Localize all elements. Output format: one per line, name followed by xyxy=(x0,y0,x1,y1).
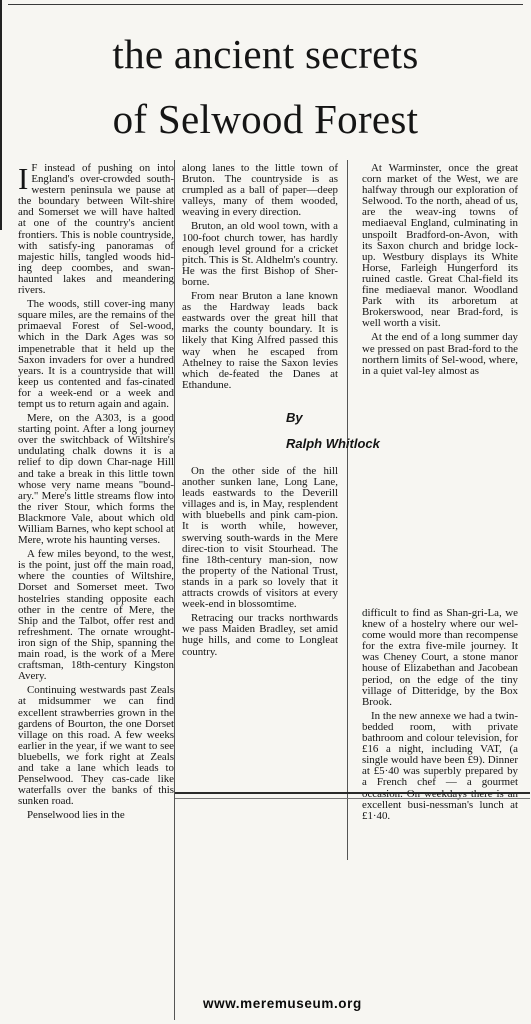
article-column-2-bottom xyxy=(182,465,338,658)
article-column-3-top xyxy=(362,163,518,478)
paragraph: The woods, still cover-ing many square miles, are the remains of the primaeval Forest of Sel-wood, which in the Dark Ages was so impenetrable that it held up the Saxon invaders for over a hundred years. It is a countryside that will keep us contented and fas-cinated for a week-end or a week and tempt us to return again and again. xyxy=(18,298,174,410)
drop-cap: I xyxy=(18,161,29,196)
paragraph: along lanes to the little town of Bruton. The countryside is as crumpled as a ball of paper—deep valleys, many of them wooded, weaving in every direction. xyxy=(182,162,338,219)
box-border-top xyxy=(175,792,530,794)
column-divider-2 xyxy=(347,160,348,860)
top-rule xyxy=(8,4,523,5)
paragraph: On the other side of the hill another sunken lane, Long Lane, leads eastwards to the Deverill villages and is, in May, resplendent with bluebells and pink cam-pion. It is worth while, however, swerving south-wards in the Mere direc-tion to visit Stourhead. The fine 18th-century man-sion, now the property of the National Trust, stands in a park so lovely that it attracts crowds of visitors at every week-end in blossomtime. xyxy=(182,465,338,611)
paragraph: Bruton, an old wool town, with a 100-foot church tower, has hardly enough level ground for a cricket pitch. This is St. Aldhelm's country. He was the first Bishop of Sher-borne. xyxy=(182,220,338,288)
headline-line-2: of Selwood Forest xyxy=(112,96,419,142)
paragraph: From near Bruton a lane known as the Hardway leads back eastwards over the great hill that marks the county boundary. It is likely that King Alfred passed this way when he escaped from Athelney to raise the Saxon levies which de-feated the Danes at Ethandune. xyxy=(182,290,338,391)
byline-by: By xyxy=(286,410,303,425)
website-watermark: www.meremuseum.org xyxy=(200,996,365,1011)
article-column-1 xyxy=(18,163,174,1023)
paragraph: In the new annexe we had a twin-bedded room, with private bathroom and colour television, for £16 a night, including VAT, (a single would have been £9). Dinner at £5·40 was superbly prepared by a French chef — a gourmet excellent busi-nessman's lunch at £1·40. xyxy=(362,709,518,822)
paragraph: A few miles beyond, to the west, is the point, just off the main road, where the counties of Wiltshire, Dorset and Somerset meet. Two hostelries standing opposite each other in the centre of Mere, the Ship and the Talbot, offer rest and refreshment. The ornate wrought-iron sign of the Ship, spanning the main road, is the work of a Mere craftsman, 18th-century Kingston Avery. xyxy=(18,548,174,683)
paragraph: Penselwood lies in the xyxy=(27,809,125,822)
box-border-inner xyxy=(175,798,530,799)
paragraph: Continuing westwards past Zeals at midsummer we can find excellent strawberries grown in the gardens of Bourton, the one Dorset village on this road. A few weeks earlier in the year, if we want to see bluebells, we fork right at Zeals and take a lane which leads to Penselwood. They cas-cade like waterfalls over the banks of this sunken road. xyxy=(18,684,174,808)
headline-line-1: the ancient secrets xyxy=(112,31,419,77)
byline-author: Ralph Whitlock xyxy=(286,436,380,451)
column-divider-1 xyxy=(174,160,175,1020)
paragraph: At Warminster, once the great corn market of the West, we are halfway through our exploration of Selwood. To the north, ahead of us, are the weav-ing towns of mediaeval England, culminating in unspoilt Bradford-on-Avon, with its Saxon church and bridge lock-up. Westbury displays its White Horse, Farleigh Hungerford its ruined castle. Great Chal-field its fine mediaeval manor. Woodland Park with its arboretum at Brokerswood, near Brad-ford, is well worth a visit. xyxy=(362,162,518,330)
paragraph: difficult to find as Shan-gri-La, we knew of a hostelry where our wel-come would more than recompense for the extra five-mile journey. It was Cheney Court, a stone manor house of Elizabethan and Jacobean period, on the edge of the tiny village of Ditteridge, by the Box Brook. xyxy=(362,607,518,708)
paragraph xyxy=(18,163,174,296)
article-column-3-bottom xyxy=(362,608,518,843)
paragraph: At the end of a long summer day we pressed on past Brad-ford to the northern limits of Sel-wood, where, in a quiet val-ley almost as xyxy=(362,331,518,377)
paragraph-text: F instead of pushing on into England's over-crowded south-western peninsula we pause at the boundary between Wilt-shire and Somerset we will have halted at one of the country's ancient frontiers. This is noble countryside, with satisfy-ing panoramas of majestic hills, tangled woods hid-ing deep coombes, and swan-haunted lakes and meandering rivers. xyxy=(18,162,174,297)
paragraph: Retracing our tracks northwards we pass Maiden Bradley, set amid huge hills, and come to Longleat country. xyxy=(182,612,338,658)
paragraph: Mere, on the A303, is a good starting point. After a long journey over the switchback of Wiltshire's undulating chalk downs it is a relief to dip down Char-nage Hill and take a break in this little town whose very name means "bound-ary." Mere's little streams flow into the river Stour, which forms the Blackmore Vale, about which old William Barnes, who kept school at Mere, wrote his haunting verses. xyxy=(18,412,174,547)
